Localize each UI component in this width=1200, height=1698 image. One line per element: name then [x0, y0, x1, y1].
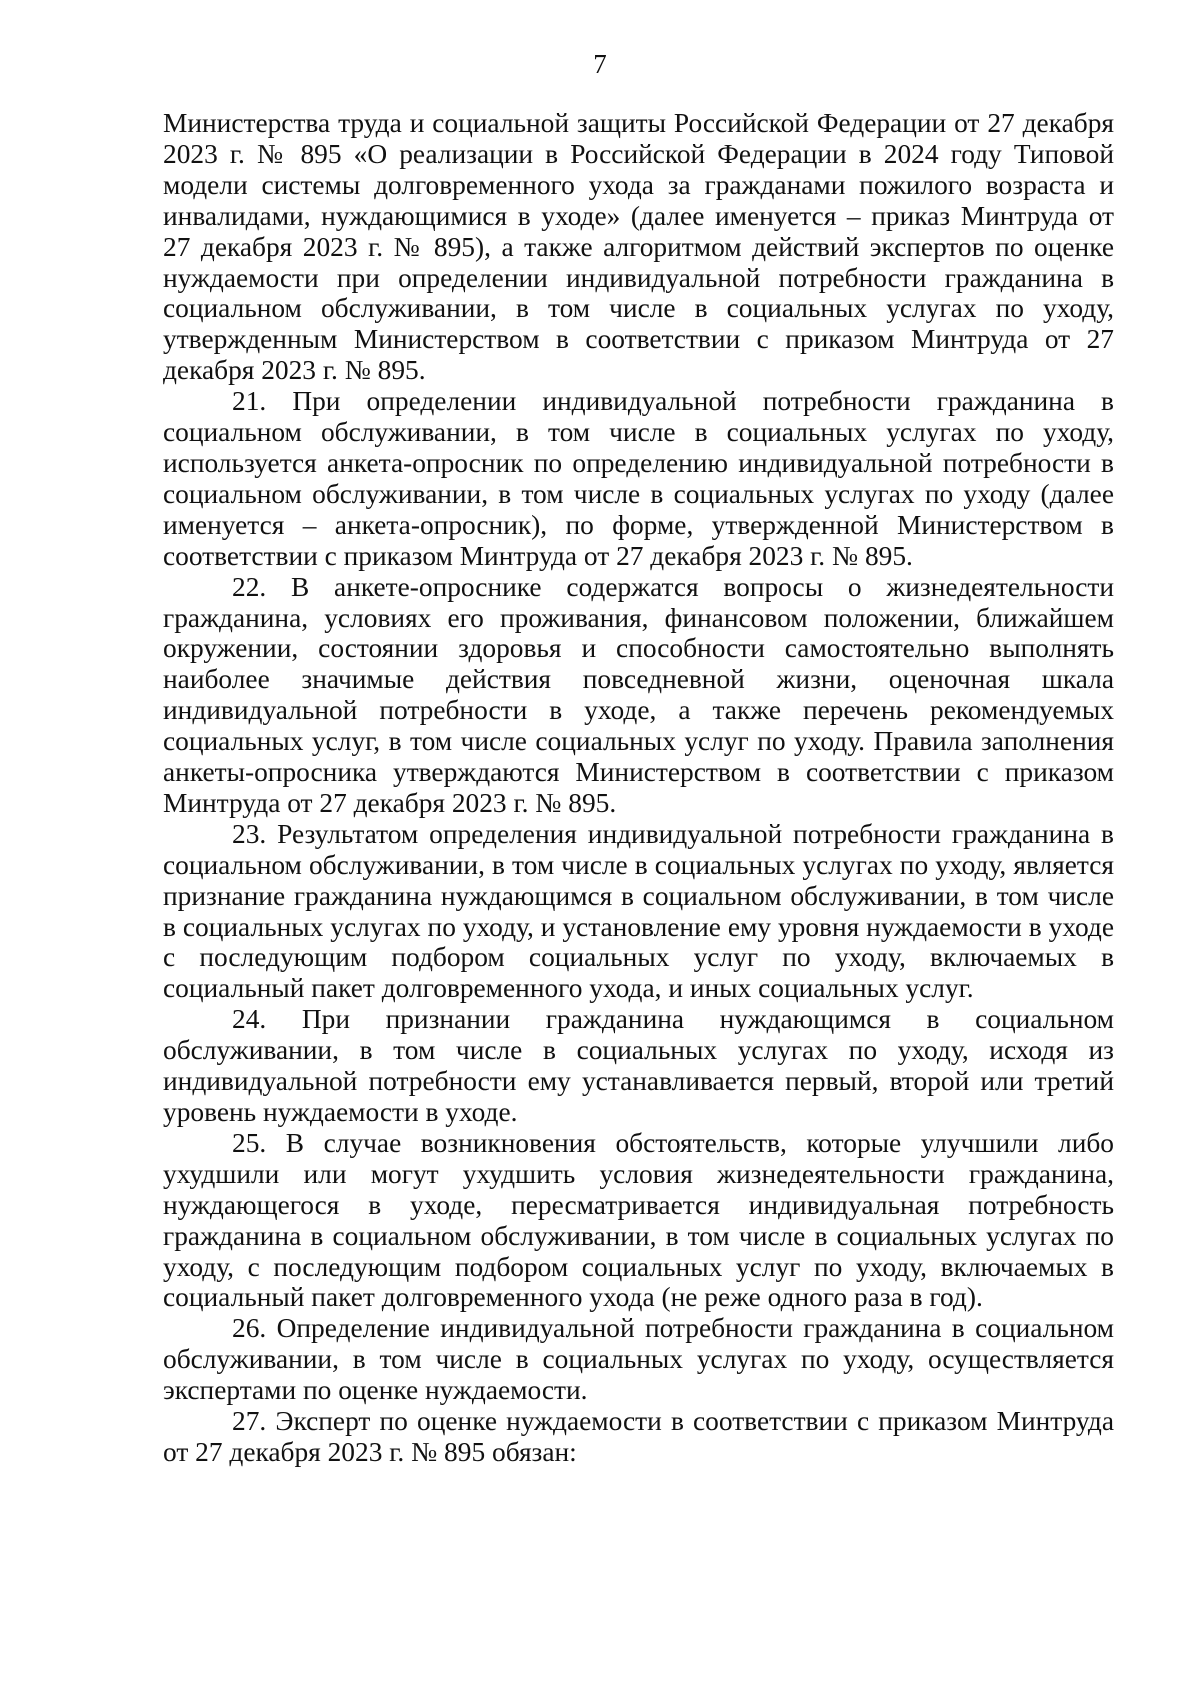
paragraph-23: 23. Результатом определения индивидуальной потребности гражданина в социальном обслуживании, в том числе в социальных услугах по уходу, является признание гражданина нуждающимся в социальном обслуживании, в том числе в социальных услугах по уходу, и установление ему уровня нуждаемости в уходе с последующим подбором социальных услуг по уходу, включаемых в социальный пакет долговременного ухода, и иных социальных услуг. — [163, 818, 1114, 1004]
paragraph-22: 22. В анкете-опроснике содержатся вопросы о жизнедеятельности гражданина, условиях его проживания, финансовом положении, ближайшем окружении, состоянии здоровья и способности самостоятельно выполнять наиболее значимые действия повседневной жизни, оценочная шкала индивидуальной потребности в уходе, а также перечень рекомендуемых социальных услуг, в том числе социальных услуг по уходу. Правила заполнения анкеты-опросника утверждаются Министерством в соответствии с приказом Минтруда от 27 декабря 2023 г. № 895. — [163, 571, 1114, 818]
paragraph-26: 26. Определение индивидуальной потребности гражданина в социальном обслуживании, в том числе в социальных услугах по уходу, осуществляется экспертами по оценке нуждаемости. — [163, 1313, 1114, 1406]
paragraph-27: 27. Эксперт по оценке нуждаемости в соответствии с приказом Минтруда от 27 декабря 2023 г. № 895 обязан: — [163, 1406, 1114, 1467]
paragraph-24: 24. При признании гражданина нуждающимся в социальном обслуживании, в том числе в социальных услугах по уходу, исходя из индивидуальной потребности ему устанавливается первый, второй или третий уровень нуждаемости в уходе. — [163, 1004, 1114, 1127]
paragraph-continued: Министерства труда и социальной защиты Российской Федерации от 27 декабря 2023 г. № 895 «О реализации в Российской Федерации в 2024 году Типовой модели системы долговременного ухода за гражданами пожилого возраста и инвалидами, нуждающимися в уходе» (далее именуется – приказ Минтруда от 27 декабря 2023 г. № 895), а также алгоритмом действий экспертов по оценке нуждаемости при определении индивидуальной потребности гражданина в социальном обслуживании, в том числе в социальных услугах по уходу, утвержденным Министерством в соответствии с приказом Минтруда от 27 декабря 2023 г. № 895. — [163, 108, 1114, 386]
page-number: 7 — [593, 49, 607, 79]
document-body — [163, 108, 1114, 1468]
paragraph-21: 21. При определении индивидуальной потребности гражданина в социальном обслуживании, в том числе в социальных услугах по уходу, используется анкета-опросник по определению индивидуальной потребности в социальном обслуживании, в том числе в социальных услугах по уходу (далее именуется – анкета-опросник), по форме, утвержденной Министерством в соответствии с приказом Минтруда от 27 декабря 2023 г. № 895. — [163, 386, 1114, 571]
paragraph-25: 25. В случае возникновения обстоятельств, которые улучшили либо ухудшили или могут ухудшить условия жизнедеятельности гражданина, нуждающегося в уходе, пересматривается индивидуальная потребность гражданина в социальном обслуживании, в том числе в социальных услугах по уходу, с последующим подбором социальных услуг по уходу, включаемых в социальный пакет долговременного ухода (не реже одного раза в год). — [163, 1127, 1114, 1313]
